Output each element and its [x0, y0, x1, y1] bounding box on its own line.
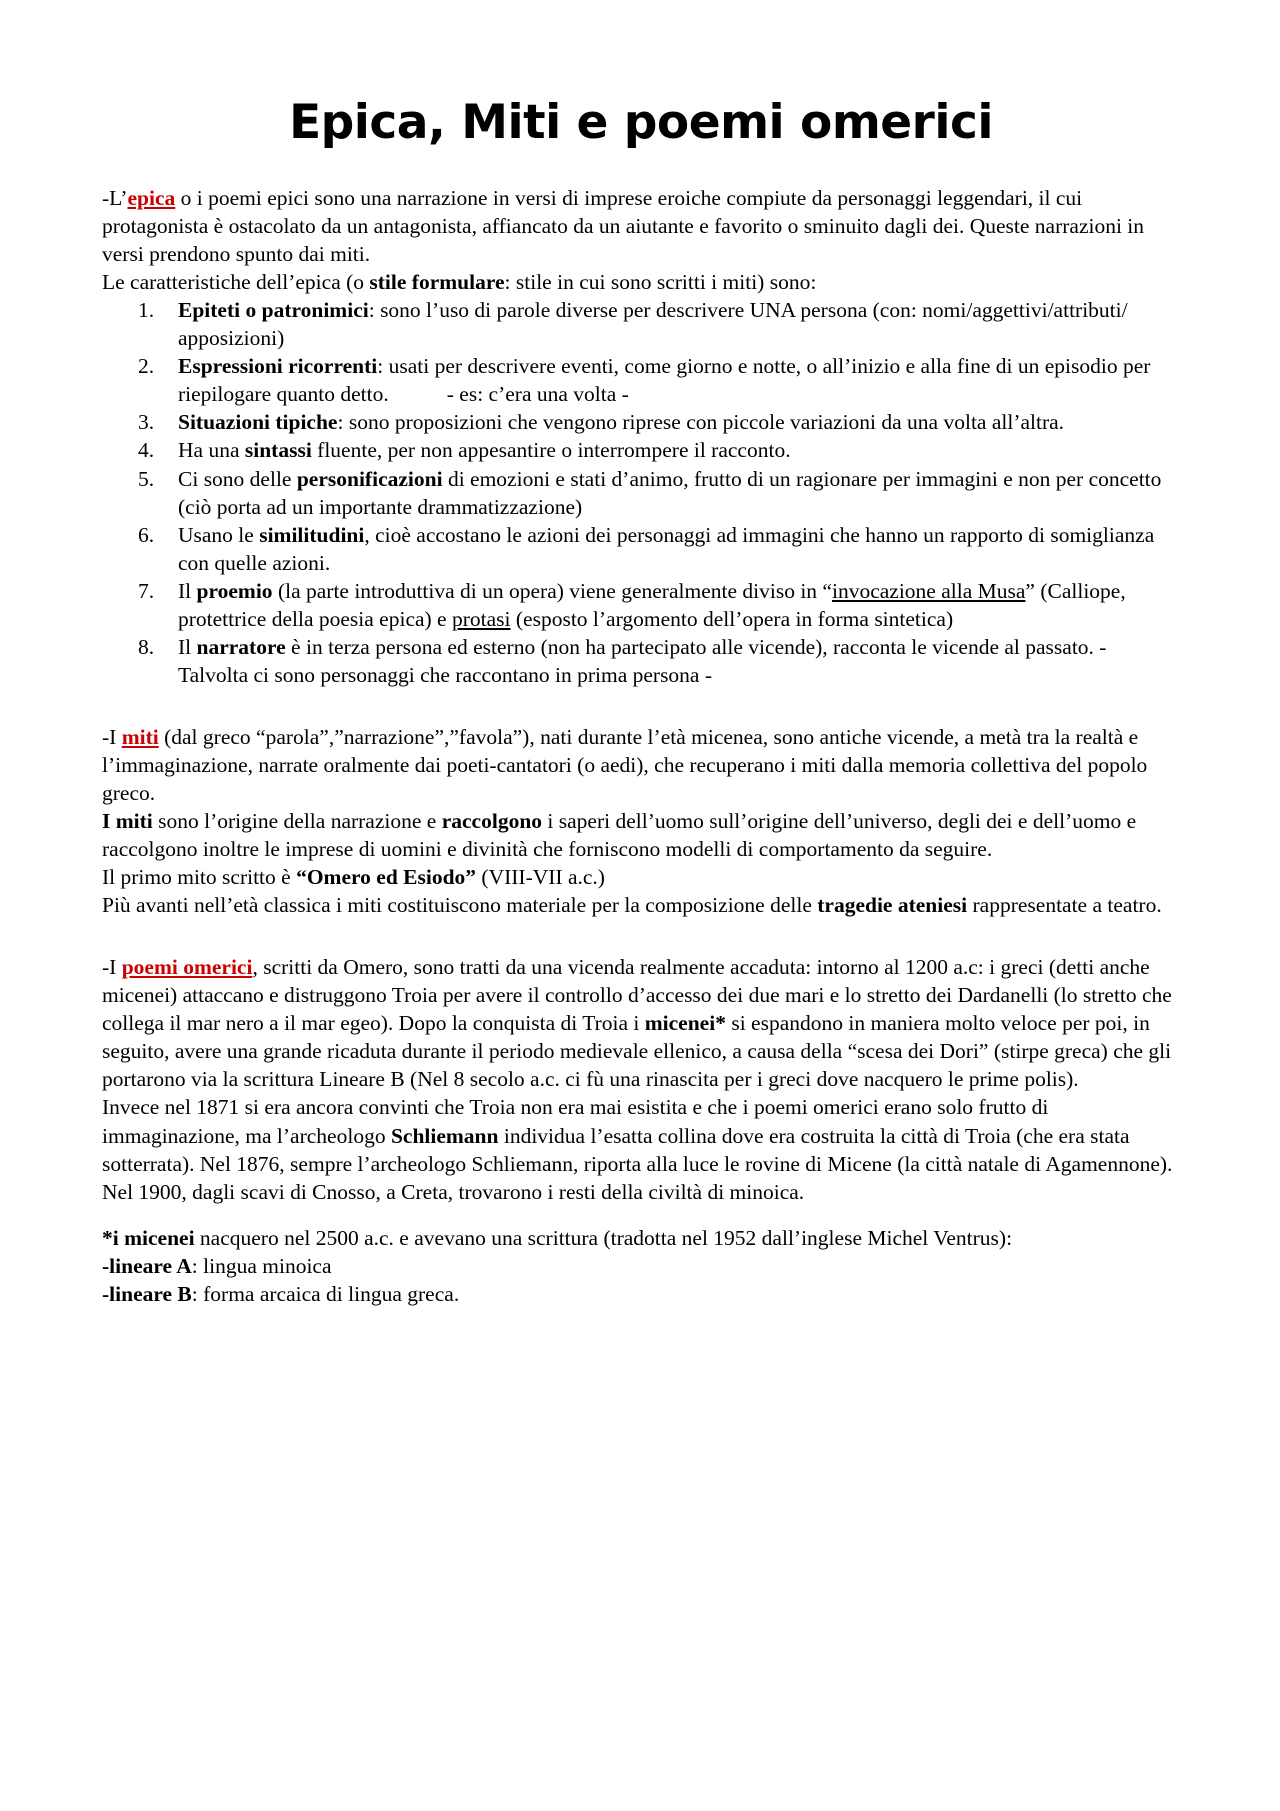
term-raccolgono: raccolgono [441, 809, 543, 834]
keyword-poemi-omerici: poemi omerici [121, 955, 253, 980]
myths-prefix: -I [102, 724, 122, 749]
feature-underline-invocazione: invocazione alla Musa [831, 578, 1026, 603]
footnote-lineare-a [102, 1252, 1180, 1280]
footnote-term: *i micenei [102, 1225, 195, 1250]
feature-pre: Usano le [178, 522, 260, 547]
feature-pre: Il [178, 578, 197, 603]
list-item [102, 436, 1180, 464]
homeric-body-a: , scritti da Omero, sono tratti da una vicenda realmente accaduta: intorno al 1200 a.c: i greci (detti anche micenei) attaccano e distruggono Troia per avere il controllo d’accesso dei due mari e lo stretto dei Dardanelli (lo stretto che collega il mar nero a il mar egeo). Dopo la conquista di Troia i [102, 955, 1172, 1036]
myths-paragraph-4 [102, 891, 1180, 919]
myths-paragraph [102, 723, 1180, 807]
list-item [102, 633, 1180, 689]
myths-p4-b: rappresentate a teatro. [967, 893, 1162, 918]
feature-text: è in terza persona ed esterno (non ha partecipato alle vicende), racconta le vicende al passato. - Talvolta ci sono personaggi che raccontano in prima persona - [178, 634, 1107, 687]
feature-text: di emozioni e stati d’animo, frutto di un ragionare per immagini e non per concetto (ciò porta ad un importante drammatizzazione) [178, 466, 1162, 519]
term-tragedie-ateniesi: tragedie ateniesi [817, 893, 968, 918]
list-item [102, 577, 1180, 633]
feature-term: Epiteti o patronimici [178, 298, 369, 323]
features-intro-b: : stile in cui sono scritti i miti) sono: [504, 270, 817, 295]
term-i-miti: I miti [102, 809, 153, 834]
intro-prefix: -L’ [102, 186, 128, 211]
feature-text: : usati per descrivere eventi, come giorno e notte, o all’inizio e alla fine di un episodio per riepilogare quanto detto. [178, 354, 1151, 407]
feature-term: narratore [196, 634, 286, 659]
footnote-text-lineare-b: : forma arcaica di lingua greca. [191, 1281, 460, 1306]
feature-text: (la parte introduttiva di un opera) viene generalmente diviso in “ [272, 578, 832, 603]
feature-text: : sono proposizioni che vengono riprese con piccole variazioni da una volta all’altra. [337, 410, 1065, 435]
section-spacer [102, 1206, 1180, 1224]
feature-term: Espressioni ricorrenti [178, 354, 378, 379]
section-spacer [102, 689, 1180, 723]
list-item [102, 352, 1180, 408]
myths-p3-a: Il primo mito scritto è [102, 865, 297, 890]
myths-p2-a: sono l’origine della narrazione e [152, 809, 442, 834]
feature-tail: - es: c’era una volta - [446, 382, 629, 407]
intro-body: o i poemi epici sono una narrazione in versi di imprese eroiche compiute da personaggi leggendari, il cui protagonista è ostacolato da un antagonista, affiancato da un aiutante e favorito o sminuito dagli dei. Queste narrazioni in versi prendono spunto dai miti. [102, 186, 1145, 267]
features-intro [102, 268, 1180, 296]
footnote-text-lineare-a: : lingua minoica [191, 1253, 332, 1278]
homeric-paragraph-2 [102, 1093, 1180, 1205]
list-item [102, 408, 1180, 436]
footnote-term-lineare-a: -lineare A [102, 1253, 192, 1278]
myths-body: (dal greco “parola”,”narrazione”,”favola”), nati durante l’età micenea, sono antiche vicende, a metà tra la realtà e l’immaginazione, narrate oralmente dai poeti-cantatori (o aedi), che recuperano i miti dalla memoria collettiva del popolo greco. [102, 724, 1148, 805]
list-item [102, 465, 1180, 521]
features-list [102, 296, 1180, 689]
page-title: Epica, Miti e poemi omerici [289, 95, 993, 150]
feature-underline-protasi: protasi [451, 606, 511, 631]
list-item [102, 521, 1180, 577]
keyword-epica: epica [127, 186, 176, 211]
homeric-p2-a: Invece nel 1871 si era ancora convinti che Troia non era mai esistita e che i poemi omerici erano solo frutto di immaginazione, ma l’archeologo [102, 1095, 1049, 1148]
features-intro-a: Le caratteristiche dell’epica (o [102, 270, 370, 295]
homeric-body-b: si espandono in maniera molto veloce per poi, in seguito, avere una grande ricaduta durante il periodo medievale ellenico, a causa della “scesa dei Dori” (stirpe greca) che gli portarono via la scrittura Lineare B (Nel 8 secolo a.c. ci fù una rinascita per i greci dove nacquero le prime polis). [102, 1011, 1172, 1092]
myths-p4-a: Più avanti nell’età classica i miti costituiscono materiale per la composizione delle [102, 893, 818, 918]
keyword-miti: miti [121, 724, 159, 749]
section-spacer [102, 919, 1180, 953]
footnote-text: nacquero nel 2500 a.c. e avevano una scrittura (tradotta nel 1952 dall’inglese Michel Ventrus): [194, 1225, 1013, 1250]
feature-term: personificazioni [296, 466, 443, 491]
feature-mid: ” (Calliope, protettrice della poesia epica) e [178, 578, 1126, 631]
feature-text: , cioè accostano le azioni dei personaggi ad immagini che hanno un rapporto di somiglianza con quelle azioni. [178, 522, 1155, 575]
myths-p2-b: i saperi dell’uomo sull’origine dell’universo, degli dei e dell’uomo e raccolgono inoltre le imprese di uomini e divinità che forniscono modelli di comportamento da seguire. [102, 809, 1137, 862]
homeric-prefix: -I [102, 955, 122, 980]
term-omero-esiodo: “Omero ed Esiodo” [296, 865, 477, 890]
list-item [102, 296, 1180, 352]
feature-pre: Ha una [178, 438, 245, 463]
term-schliemann: Schliemann [390, 1123, 499, 1148]
footnote-term-lineare-b: -lineare B [102, 1281, 192, 1306]
term-stile-formulare: stile formulare [369, 270, 505, 295]
feature-term: proemio [196, 578, 273, 603]
feature-term: Situazioni tipiche [178, 410, 338, 435]
footnote-paragraph [102, 1224, 1180, 1252]
feature-term: sintassi [244, 438, 312, 463]
term-micenei: micenei* [644, 1011, 726, 1036]
myths-paragraph-2 [102, 807, 1180, 863]
homeric-paragraph [102, 953, 1180, 1093]
myths-p3-b: (VIII-VII a.c.) [476, 865, 605, 890]
feature-pre: Il [178, 634, 197, 659]
feature-tail: (esposto l’argomento dell’opera in forma sintetica) [510, 606, 954, 631]
feature-text: : sono l’uso di parole diverse per descrivere UNA persona (con: nomi/aggettivi/attributi/ apposizioni) [178, 298, 1128, 351]
intro-paragraph [102, 184, 1180, 268]
footnote-lineare-b [102, 1280, 1180, 1308]
feature-term: similitudini [259, 522, 365, 547]
feature-pre: Ci sono delle [178, 466, 297, 491]
homeric-p2-b: individua l’esatta collina dove era costruita la città di Troia (che era stata sotterrata). Nel 1876, sempre l’archeologo Schliemann, riporta alla luce le rovine di Micene (la città natale di Agamennone). Nel 1900, dagli scavi di Cnosso, a Creta, trovarono i resti della civiltà di minoica. [102, 1123, 1173, 1204]
feature-text: fluente, per non appesantire o interrompere il racconto. [311, 438, 791, 463]
myths-paragraph-3 [102, 863, 1180, 891]
